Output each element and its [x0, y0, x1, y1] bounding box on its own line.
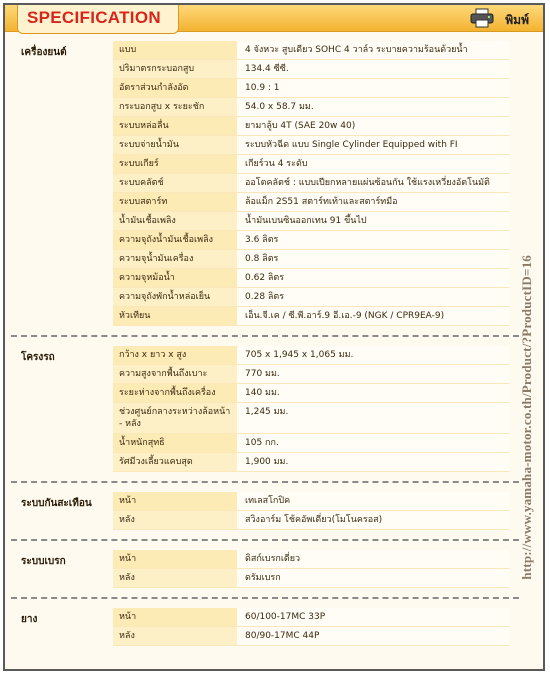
spec-content	[21, 41, 509, 646]
spec-rows	[113, 550, 509, 588]
spec-label: หน้า	[113, 608, 237, 626]
spec-value: 1,900 มม.	[237, 453, 509, 471]
spec-value: ดรัมเบรก	[237, 569, 509, 587]
section-title: โครงรถ	[21, 352, 55, 363]
section-divider	[11, 481, 519, 483]
spec-label: ความสูงจากพื้นถึงเบาะ	[113, 365, 237, 383]
spec-row	[113, 250, 509, 269]
spec-label: กว้าง x ยาว x สูง	[113, 346, 237, 364]
spec-section	[21, 492, 509, 530]
spec-value: 0.28 ลิตร	[237, 288, 509, 306]
spec-section	[21, 608, 509, 646]
spec-panel	[3, 3, 545, 671]
spec-value: น้ำมันเบนซินออกเทน 91 ขึ้นไป	[237, 212, 509, 230]
spec-row	[113, 41, 509, 60]
spec-value: ดิสก์เบรกเดี่ยว	[237, 550, 509, 568]
spec-row	[113, 307, 509, 326]
spec-label: แบบ	[113, 41, 237, 59]
section-divider	[11, 335, 519, 337]
spec-label: ช่วงศูนย์กลางระหว่างล้อหน้า - หลัง	[113, 403, 237, 433]
spec-header	[5, 5, 543, 32]
spec-value: 80/90-17MC 44P	[237, 627, 509, 645]
section-title: เครื่องยนต์	[21, 47, 67, 58]
spec-value: สวิงอาร์ม โช้คอัพเดี่ยว(โมโนครอส)	[237, 511, 509, 529]
spec-row	[113, 174, 509, 193]
spec-section	[21, 346, 509, 472]
spec-label: ระบบสตาร์ท	[113, 193, 237, 211]
section-divider	[11, 597, 519, 599]
spec-row	[113, 384, 509, 403]
spec-label: น้ำมันเชื้อเพลิง	[113, 212, 237, 230]
spec-label: อัตราส่วนกำลังอัด	[113, 79, 237, 97]
spec-label: หน้า	[113, 550, 237, 568]
spec-row	[113, 403, 509, 434]
spec-row	[113, 550, 509, 569]
spec-value: ยามาลู้บ 4T (SAE 20w 40)	[237, 117, 509, 135]
spec-row	[113, 79, 509, 98]
spec-value: ล้อแม็ก 2S51 สตาร์ทเท้าและสตาร์ทมือ	[237, 193, 509, 211]
spec-label: หน้า	[113, 492, 237, 510]
spec-section	[21, 41, 509, 326]
spec-value: 0.8 ลิตร	[237, 250, 509, 268]
spec-value: 1,245 มม.	[237, 403, 509, 433]
watermark-url: http://www.yamaha-motor.co.th/Product/?ProductID=16	[519, 255, 534, 580]
spec-row	[113, 346, 509, 365]
section-title: ระบบกันสะเทือน	[21, 498, 92, 509]
spec-label: ระบบเกียร์	[113, 155, 237, 173]
spec-row	[113, 453, 509, 472]
spec-section	[21, 550, 509, 588]
spec-row	[113, 193, 509, 212]
spec-label: กระบอกสูบ x ระยะชัก	[113, 98, 237, 116]
spec-label: ระบบหล่อลื่น	[113, 117, 237, 135]
spec-value: 705 x 1,945 x 1,065 มม.	[237, 346, 509, 364]
spec-value: ออโตคลัตช์ : แบบเปียกหลายแผ่นซ้อนกัน ใช้แรงเหวี่ยงอัตโนมัติ	[237, 174, 509, 192]
spec-value: ระบบหัวฉีด แบบ Single Cylinder Equipped with FI	[237, 136, 509, 154]
spec-value: 60/100-17MC 33P	[237, 608, 509, 626]
section-divider	[11, 539, 519, 541]
print-label: พิมพ์	[505, 13, 529, 27]
spec-value: 770 มม.	[237, 365, 509, 383]
spec-row	[113, 511, 509, 530]
spec-rows	[113, 492, 509, 530]
spec-row	[113, 434, 509, 453]
spec-row	[113, 155, 509, 174]
spec-row	[113, 60, 509, 79]
spec-row	[113, 212, 509, 231]
spec-label: รัศมีวงเลี้ยวแคบสุด	[113, 453, 237, 471]
spec-row	[113, 269, 509, 288]
spec-label: ระบบจ่ายน้ำมัน	[113, 136, 237, 154]
section-title: ระบบเบรก	[21, 556, 66, 567]
section-title: ยาง	[21, 614, 38, 625]
spec-row	[113, 365, 509, 384]
spec-label: ความจุถังพักน้ำหล่อเย็น	[113, 288, 237, 306]
spec-row	[113, 492, 509, 511]
spec-label: หลัง	[113, 627, 237, 645]
spec-rows	[113, 346, 509, 472]
spec-label: ระยะห่างจากพื้นถึงเครื่อง	[113, 384, 237, 402]
printer-icon	[469, 8, 495, 28]
spec-label: หลัง	[113, 511, 237, 529]
spec-label: ความจุหม้อน้ำ	[113, 269, 237, 287]
spec-value: 0.62 ลิตร	[237, 269, 509, 287]
spec-label: ปริมาตรกระบอกสูบ	[113, 60, 237, 78]
spec-row	[113, 117, 509, 136]
spec-value: เอ็น.จี.เค / ซี.พี.อาร์.9 อี.เอ.-9 (NGK / CPR9EA-9)	[237, 307, 509, 325]
spec-row	[113, 627, 509, 646]
spec-label: ความจุถังน้ำมันเชื้อเพลิง	[113, 231, 237, 249]
spec-row	[113, 288, 509, 307]
spec-label: หลัง	[113, 569, 237, 587]
spec-value: 3.6 ลิตร	[237, 231, 509, 249]
spec-label: น้ำหนักสุทธิ	[113, 434, 237, 452]
spec-value: 54.0 x 58.7 มม.	[237, 98, 509, 116]
spec-label: ระบบคลัตช์	[113, 174, 237, 192]
spec-row	[113, 608, 509, 627]
spec-row	[113, 136, 509, 155]
spec-rows	[113, 41, 509, 326]
spec-value: 4 จังหวะ สูบเดียว SOHC 4 วาล์ว ระบายความร้อนด้วยน้ำ	[237, 41, 509, 59]
spec-value: 105 กก.	[237, 434, 509, 452]
spec-label: ความจุน้ำมันเครื่อง	[113, 250, 237, 268]
spec-value: 134.4 ซีซี.	[237, 60, 509, 78]
spec-rows	[113, 608, 509, 646]
spec-label: หัวเทียน	[113, 307, 237, 325]
spec-value: 10.9 : 1	[237, 79, 509, 97]
spec-row	[113, 231, 509, 250]
spec-value: 140 มม.	[237, 384, 509, 402]
spec-row	[113, 569, 509, 588]
spec-value: เกียร์วน 4 ระดับ	[237, 155, 509, 173]
spec-row	[113, 98, 509, 117]
spec-value: เทเลสโกปิค	[237, 492, 509, 510]
page-title: SPECIFICATION	[27, 8, 161, 27]
